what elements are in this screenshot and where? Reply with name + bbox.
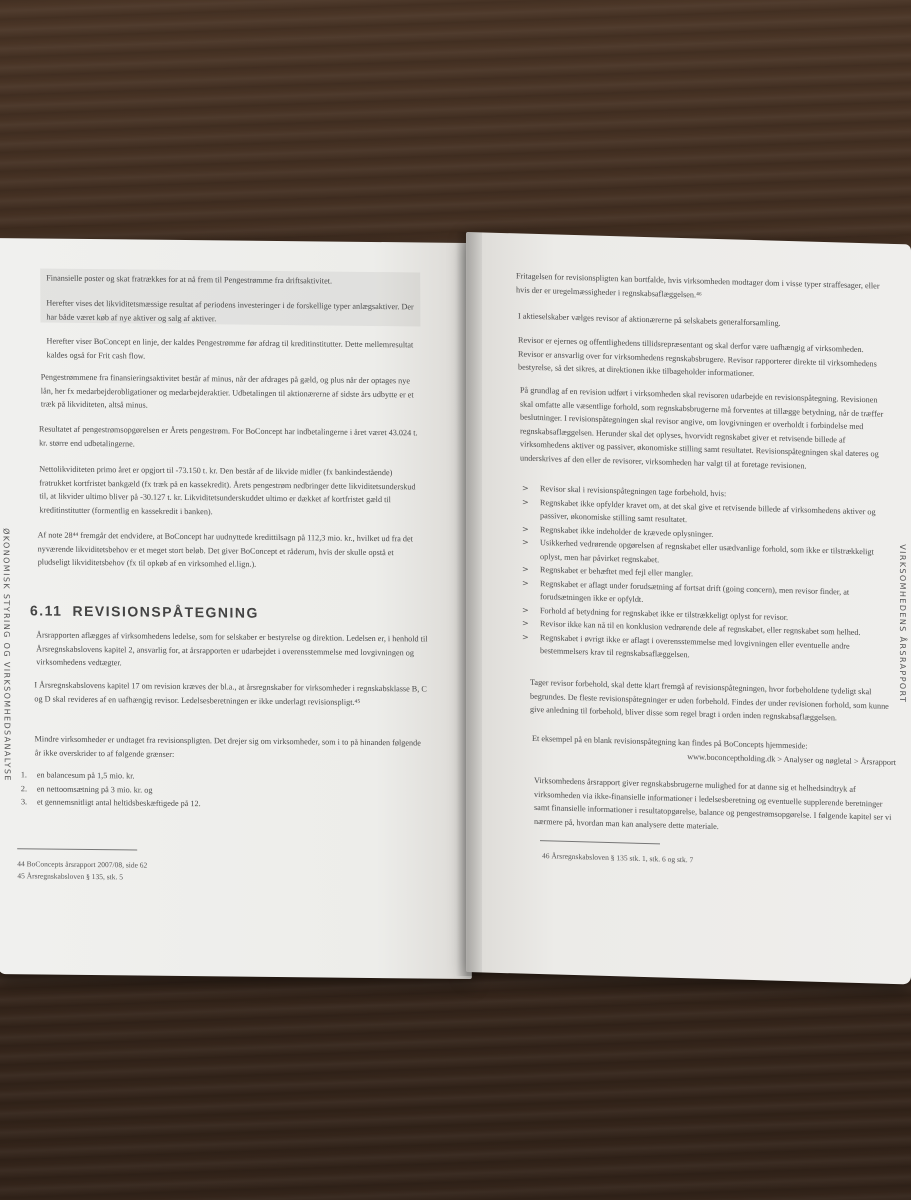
left-paragraph-1: Finansielle poster og skat fratrækkes for at nå frem til Pengestrømme fra driftsaktivitet. [46,273,333,286]
right-paragraph-7: Virksomhedens årsrapport giver regnskabsbrugerne mulighed for at danne sig et helhedsindtryk af virksomheden via ikke-finansielle informationer i ledelsesberetning og eventuelle supplerende beretninger samt finansielle informationer i resultatopgørelse, balance og pengestrømsopgørelse. I følgende kapitel ser vi nærmere på, hvordan man kan analysere dette materiale. [534,775,892,831]
section-paragraph-1: Årsrapporten aflægges af virksomhedens ledelse, som for selskaber er bestyrelse og direktion. Ledelsen er, i henhold til Årsregnskabslovens kapitel 2, ansvarlig for, at årsrapporten er udarbejdet i overensstemmelse med lovgivningen og virksomhedens vedtægter. [36,630,428,668]
website-path: www.boconceptholding.dk > Analyser og nøgletal > Årsrapport [687,752,896,768]
list-item: > Regnskabet i øvrigt ikke er aflagt i overensstemmelse med lovgivningen eller eventuelle andre bestemmelsers krav til regnskabsaflæggelsen. [522,632,850,660]
left-paragraph-5: Resultatet af pengestrømsopgørelsen er Årets pengestrøm. For BoConcept har indbetalingerne i året været 43.024 t. kr. større end udbetalingerne. [38,424,418,448]
right-paragraph-6: Et eksempel på en blank revisionspåtegning kan findes på BoConcepts hjemmeside: [532,733,808,751]
left-paragraph-4: Pengestrømmene fra finansieringsaktivitet består af minus, når der afdrages på gæld, og plus når der optages nye lån, her fx medarbejderobligationer og medarbejderaktier. Udbetalingen til aktionærerne af sidste års udbytte er et træk på likviditeten, altså minus. [40,372,414,410]
right-side-label: VIRKSOMHEDENS ÅRSRAPPORT [898,544,907,704]
list-item: > Usikkerhed vedrørende opgørelsen af regnskabet eller usædvanlige forhold, som ikke er tilstrækkeligt oplyst, men har påvirket regnskabet. [522,537,874,564]
section-title: REVISIONSPÅTEGNING [72,602,259,621]
list-item: 3. et gennemsnitligt antal heltidsbeskæftigede på 12. [20,797,201,809]
footnote-44: 44 BoConcepts årsrapport 2007/08, side 62 [17,859,148,870]
section-heading [30,602,259,620]
left-page [0,238,472,979]
left-paragraph-6: Nettolikviditeten primo året er opgjort til -73.150 t. kr. Den består af de likvide midler (fx bankindestående) fratrukket kortfristet bankgæld (fx træk på en kassekredit). Årets pengestrøm nedbringer dette likviditetsunderskud til, at likvider ultimo bliver på -30.127 t. kr. Likviditetsunderskuddet ultimo er dækket af kortfristet gæld til kreditinstitutter (formentlig en kassekredit i banken). [39,464,416,516]
book-spine [456,232,482,976]
list-item: > Revisor skal i revisionspåtegningen tage forbehold, hvis: [522,483,727,499]
right-paragraph-1: Fritagelsen for revisionspligten kan bortfalde, hvis virksomheden modtager dom i visse typer straffesager, eller hvis der er uregelmæssigheder i regnskabsaflæggelsen.⁴⁶ [516,271,880,300]
list-item: 1. en balancesum på 1,5 mio. kr. [20,770,135,781]
list-item: > Regnskabet ikke indeholder de krævede oplysninger. [522,524,714,539]
left-paragraph-2: Herefter vises det likviditetsmæssige resultat af periodens investeringer i de forskellige typer anlægsaktiver. Der har både været køb af nye aktiver og salg af aktiver. [46,298,414,323]
right-paragraph-3: Revisor er ejernes og offentlighedens tillidsrepræsentant og skal derfor være uafhængig af virksomheden. Revisor er ansvarlig over for virksomhedens regnskabsbrugere. Revisor rapporterer direkte til virksomhedens bestyrelse, så det sikres, at direktionen ikke tilbageholder informationer. [518,335,877,379]
section-number: 6.11 [29,602,63,619]
left-paragraph-7: Af note 28⁴⁴ fremgår det endvidere, at BoConcept har uudnyttede kredittilsagn på 112,3 mio. kr., hvilket ud fra det nyværende likviditetsbehov er et meget stort beløb. Det giver BoConcept et råderum, hvis der skulle opstå et pludseligt likviditetsbehov (fx til opkøb af en virksomhed el.lign.). [37,530,413,569]
right-page [466,232,911,984]
right-paragraph-4: På grundlag af en revision udført i virksomheden skal revisoren udarbejde en revisionspåtegning. Revisionen skal omfatte alle væsentlige forhold, som regnskabsbrugerne må forventes at tillægge betydning, når de træffer beslutninger. I revisionspåtegningen skal revisor angive, om lovgivningen er overholdt i forbindelse med regnskabsaflæggelsen. Herunder skal det oplyses, hvorvidt regnskabet giver et retvisende billede af virksomhedens aktiver og passiver, økonomiske stilling samt resultatet. Revisionspåtegningen skal dateres og underskrives af den eller de revisorer, virksomheden har valgt til at foretage revisionen. [520,385,884,471]
list-item: > Regnskabet ikke opfylder kravet om, at det skal give et retvisende billede af virksomhedens aktiver og passiver, økonomiske stilling samt resultatet. [522,497,876,525]
threshold-list [21,768,421,813]
right-paragraph-2: I aktieselskaber vælges revisor af aktionærerne på selskabets generalforsamling. [518,311,781,328]
list-item: > Forhold af betydning for regnskabet ikke er tilstrækkeligt oplyst for revisor. [522,605,789,622]
section-paragraph-3: Mindre virksomheder er undtaget fra revisionspligten. Det drejer sig om virksomheder, som i to på hinanden følgende år ikke overskrider to af følgende grænser: [34,734,421,759]
reservation-list [522,482,892,668]
footnote-45: 45 Årsregnskabsloven § 135, stk. 5 [17,871,123,882]
right-paragraph-5: Tager revisor forbehold, skal dette klart fremgå af revisionspåtegningen, hvor forbeholdene tydeligt skal begrundes. De fleste revisionspåtegninger er uden forbehold. Findes der under revisionen forhold, som kunne give anledning til forbehold, bliver disse som regel bragt i orden inden regnskabsaflæggelsen. [530,677,889,723]
section-paragraph-2: I Årsregnskabslovens kapitel 17 om revision kræves der bl.a., at årsregnskaber for virksomheder i regnskabsklasse B, C og D skal revideres af en uafhængig revisor. Ledelsesberetningen er ikke underlagt revisionspligt.⁴⁵ [34,680,427,707]
footnote-46: 46 Årsregnskabsloven § 135 stk. 1, stk. 6 og stk. 7 [542,851,694,865]
footnote-rule [540,840,660,844]
list-item: > Regnskabet er aflagt under forudsætning af fortsat drift (going concern), men revisor finder, at forudsætningen ikke er opfyldt. [522,578,850,604]
left-side-label: ØKONOMISK STYRING OG VIRKSOMHEDSANALYSE [1,528,12,782]
list-item: 2. en nettoomsætning på 3 mio. kr. og [20,783,153,795]
left-paragraph-3: Herefter viser BoConcept en linje, der kaldes Pengestrømme før afdrag til kreditinstitutter. Dette mellemresultat kaldes også for Frit cash flow. [46,336,414,361]
footnote-rule [17,848,137,850]
list-item: > Regnskabet er behæftet med fejl eller mangler. [522,564,694,579]
list-item: > Revisor ikke kan nå til en konklusion vedrørende dele af regnskabet, eller regnskabet som helhed. [522,618,861,638]
